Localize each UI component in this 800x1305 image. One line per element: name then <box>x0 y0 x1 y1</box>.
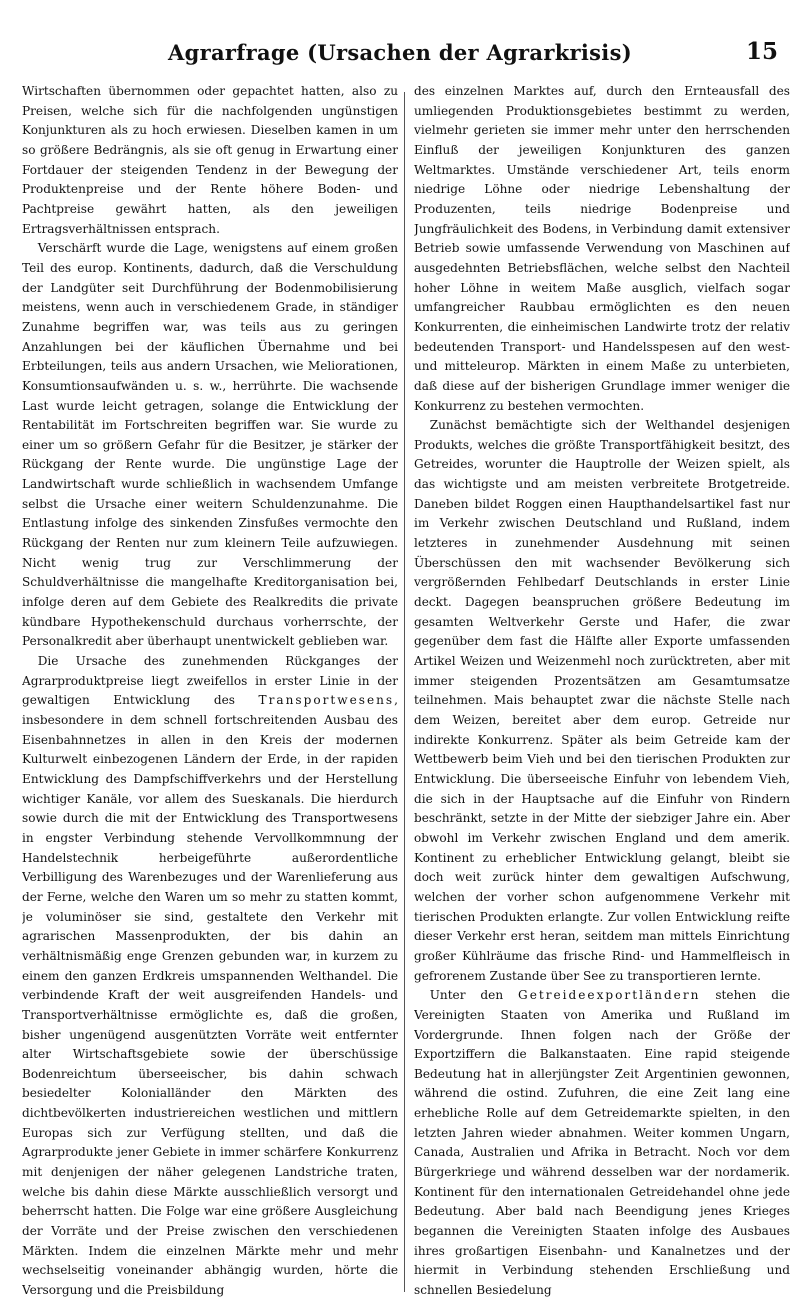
emphasized-term: Transportwesens <box>258 693 395 708</box>
paragraph <box>414 986 790 1300</box>
paragraph-text: , insbesondere in dem schnell fortschreitenden Ausbau des Eisenbahnnetzes in allen in den Kreis der modernen Kulturwelt einbezogenen Ländern der Erde, in der rapiden Entwicklung des Dampfschiffverkehrs und der Herstellung wichtiger Kanäle, vor allem des Sueskanals. Die hierdurch sowie durch die mit der Entwicklung des Transportwesens in engster Verbindung stehende Vervollkommnung der Handelstechnik herbeigeführte außerordentliche Verbilligung des Warenbezuges und der Warenlieferung aus der Ferne, welche den Waren um so mehr zu statten kommt, je voluminöser sie sind, gestaltete den Verkehr mit agrarischen Massenprodukten, der bis dahin an verhältnismäßig enge Grenzen gebunden war, in kurzem zu einem den ganzen Erdkreis umspannenden Welthandel. Die verbindende Kraft der weit ausgreifenden Handels- und Transportverhältnisse ermöglichte es, daß die großen, bisher ungenügend ausgenützten Vorräte weit entfernter alter Wirtschaftsgebiete sowie der überschüssige Bodenreichtum überseeischer, bis dahin schwach besiedelter Kolonialländer den Märkten des dichtbevölkerten industriereichen westlichen und mittlern Europas sich zur Verfügung stellten, und daß die Agrarprodukte jener Gebiete in immer schärfere Konkurrenz mit denjenigen der näher gelegenen Landstriche traten, welche bis dahin diese Märkte ausschließlich versorgt und beherrscht hatten. Die Folge war eine größere Ausgleichung der Vorräte und der Preise zwischen den verschiedenen Märkten. Indem die einzelnen Märkte mehr und mehr wechselseitig voneinander abhängig wurden, hörte die Versorgung und die Preisbildung <box>22 693 398 1298</box>
emphasized-term: Getreideexportländern <box>518 988 701 1003</box>
paragraph-text: Die Ursache des zunehmenden Rückganges der Agrarproduktpreise liegt zweifellos in erster Linie in der gewaltigen Entwicklung des <box>22 654 398 708</box>
running-head <box>0 30 800 80</box>
paragraph: Wirtschaften übernommen oder gepachtet hatten, also zu Preisen, welche sich für die nachfolgenden ungünstigen Konjunkturen als zu hoch erwiesen. Dieselben kamen in um so größere Bedrängnis, als sie oft genug in Erwartung einer Fortdauer der steigenden Tendenz in der Bewegung der Produktenpreise und der Rente höhere Boden- und Pachtpreise gewährt hatten, als den jeweiligen Ertragsverhältnissen entsprach. <box>22 84 398 236</box>
right-column <box>414 82 790 1300</box>
paragraph: Zunächst bemächtigte sich der Welthandel desjenigen Produkts, welches die größte Transportfähigkeit besitzt, des Getreides, worunter die Hauptrolle der Weizen spielt, als das wichtigste und am meisten verbreitete Brotgetreide. Daneben bildet Roggen einen Haupthandelsartikel fast nur im Verkehr zwischen Deutschland und Rußland, indem letzteres in zunehmender Ausdehnung mit seinen Überschüssen den mit wachsender Bevölkerung sich vergrößernden Fehlbedarf Deutschlands in erster Linie deckt. Dagegen beanspruchen größere Bedeutung im gesamten Weltverkehr Gerste und Hafer, die zwar gegenüber dem fast die Hälfte aller Exporte umfassenden Artikel Weizen und Weizenmehl noch zurücktreten, aber mit immer steigenden Prozentsätzen am Gesamtumsatze teilnehmen. Mais behauptet zwar die nächste Stelle nach dem Weizen, bereitet aber dem europ. Getreide nur indirekte Konkurrenz. Später als beim Getreide kam der Wettbewerb beim Vieh und bei den tierischen Produkten zur Entwicklung. Die überseeische Einfuhr von lebendem Vieh, die sich in der Hauptsache auf die Einfuhr von Rindern beschränkt, setzte in der Mitte der siebziger Jahre ein. Aber obwohl im Verkehr zwischen England und dem amerik. Kontinent zu erheblicher Entwicklung gelangt, bleibt sie doch weit zurück hinter dem gewaltigen Aufschwung, welchen der vorher schon aufgenommene Verkehr mit tierischen Produkten erlangte. Zur vollen Entwicklung reifte dieser Verkehr erst heran, seitdem man mittels Einrichtung großer Kühlräume das frische Rind- und Hammelfleisch in gefrorenem Zustande über See zu transportieren lernte. <box>414 418 790 983</box>
paragraph: des einzelnen Marktes auf, durch den Ernteausfall des umliegenden Produktionsgebietes bestimmt zu werden, vielmehr gerieten sie immer mehr unter den herrschenden Einfluß der jeweiligen Konjunkturen des ganzen Weltmarktes. Umstände verschiedener Art, teils enorm niedrige Löhne oder niedrige Lebenshaltung der Produzenten, teils niedrige Bodenpreise und Jungfräulichkeit des Bodens, in Verbindung damit extensiver Betrieb sowie umfassende Verwendung von Maschinen auf ausgedehnten Betriebsflächen, welche selbst den Nachteil hoher Löhne in weitem Maße ausglich, vielfach sogar umfangreicher Raubbau ermöglichten es den neuen Konkurrenten, die einheimischen Landwirte trotz der relativ bedeutenden Transport- und Handelsspesen auf den west- und mitteleurop. Märkten in einem Maße zu unterbieten, daß diese auf der bisherigen Grundlage immer weniger die Konkurrenz zu bestehen vermochten. <box>414 84 790 413</box>
paragraph-text: Unter den <box>429 988 519 1003</box>
paragraph: Verschärft wurde die Lage, wenigstens auf einem großen Teil des europ. Kontinents, dadurch, daß die Verschuldung der Landgüter seit Durchführung der Bodenmobilisierung meistens, wenn auch in verschiedenem Grade, in ständiger Zunahme begriffen war, was teils aus zu geringen Anzahlungen bei der käuflichen Übernahme und bei Erbteilungen, teils aus andern Ursachen, wie Meliorationen, Konsumtionsaufwänden u. s. w., herrührte. Die wachsende Last wurde leicht getragen, solange die Entwicklung der Rentabilität im Fortschreiten begriffen war. Sie wurde zu einer um so größern Gefahr für die Besitzer, je stärker der Rückgang der Rente wurde. Die ungünstige Lage der Landwirtschaft wurde schließlich in wachsendem Umfange selbst die Ursache einer weitern Schuldenzunahme. Die Entlastung infolge des sinkenden Zinsfußes vermochte den Rückgang der Renten nur zum kleinern Teile aufzuwiegen. Nicht wenig trug zur Verschlimmerung der Schuldverhältnisse die mangelhafte Kreditorganisation bei, infolge deren auf dem Gebiete des Realkredits die private kündbare Hypothekenschuld durchaus vorherrschte, der Personalkredit aber überhaupt unentwickelt geblieben war. <box>22 241 398 649</box>
paragraph-text: stehen die Vereinigten Staaten von Amerika und Rußland im Vordergrunde. Ihnen folgen nach der Größe der Exportziffern die Balkanstaaten. Eine rapid steigende Bedeutung hat in allerjüngster Zeit Argentinien gewonnen, während die ostind. Zufuhren, die eine Zeit lang eine erhebliche Rolle auf dem Getreidemarkte spielten, in den letzten Jahren wieder abnahmen. Weiter kommen Ungarn, Canada, Australien und Afrika in Betracht. Noch vor dem Bürgerkriege und während desselben war der nordamerik. Kontinent für den internationalen Getreidehandel ohne jede Bedeutung. Aber bald nach Beendigung jenes Krieges begannen die Vereinigten Staaten infolge des Ausbaues ihres großartigen Eisenbahn- und Kanalnetzes und der hiermit in Verbindung stehenden Erschließung und schnellen Besiedelung <box>414 988 790 1298</box>
running-title: Agrarfrage (Ursachen der Agrarkrisis) <box>168 40 632 65</box>
paragraph <box>22 652 398 1300</box>
page-number: 15 <box>745 38 778 65</box>
column-divider <box>404 92 405 1292</box>
left-column <box>22 82 398 1300</box>
